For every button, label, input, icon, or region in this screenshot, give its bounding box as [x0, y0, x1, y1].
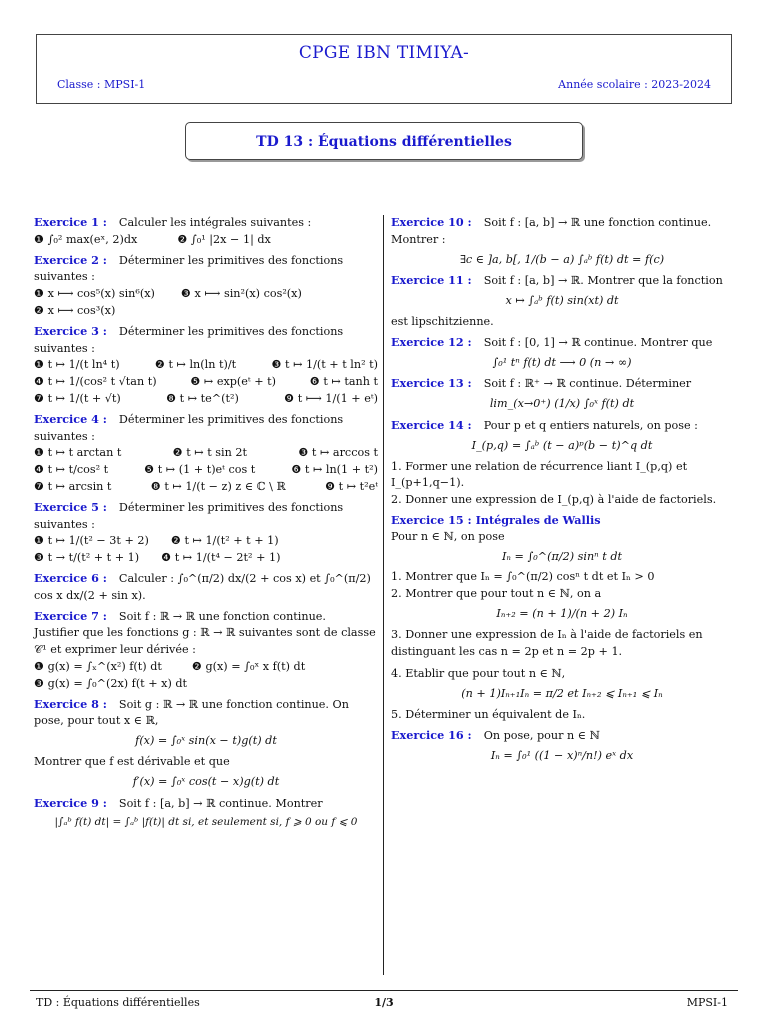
list-item: 2. Montrer que pour tout n ∈ ℕ, on a — [391, 587, 602, 601]
list-item: ❷ ∫₀¹ |2x − 1| dx — [177, 232, 271, 246]
school-name: CPGE IBN TIMIYA- — [298, 43, 470, 63]
list-item: ❸ g(x) = ∫₀^(2x) f(t + x) dt — [34, 676, 188, 690]
list-item: ❷ t ↦ t sin 2t — [172, 446, 247, 460]
exercise-2 — [34, 252, 378, 320]
list-item: ❷ g(x) = ∫₀ˣ x f(t) dt — [191, 659, 306, 673]
exercise-3 — [34, 323, 378, 408]
list-item: ❽ t ↦ 1/(t − z) z ∈ ℂ \ ℝ — [150, 479, 286, 493]
list-item: 4. Etablir que pour tout n ∈ ℕ, — [391, 667, 566, 681]
exercise-text: Calculer les intégrales suivantes : — [118, 216, 312, 229]
exercise-14 — [391, 417, 733, 509]
list-item: ❶ g(x) = ∫ₓ^(x²) f(t) dt — [34, 659, 162, 673]
exercise-text: Soit f : ℝ → ℝ une fonction continue. — [118, 609, 326, 623]
exercise-8 — [34, 696, 378, 791]
exercise-10 — [391, 214, 733, 268]
list-item: ❼ t ↦ arcsin t — [34, 479, 112, 493]
exercise-label: Exercice 15 : Intégrales de Wallis — [391, 512, 601, 527]
exercise-4 — [34, 411, 378, 496]
exercise-label: Exercice 10 : — [391, 215, 472, 229]
list-item: ❶ t ↦ t arctan t — [34, 446, 122, 460]
exercise-text: Soit g : ℝ → ℝ une fonction continue. On pose, pour tout x ∈ ℝ, — [34, 697, 349, 728]
exercise-label: Exercice 5 : — [34, 499, 107, 514]
exercise-6 — [34, 570, 378, 605]
list-item: ❹ t ↦ 1/(t⁴ − 2t² + 1) — [161, 551, 281, 565]
document-title: TD 13 : Équations différentielles — [185, 122, 583, 160]
exercise-text: Soit f : ℝ⁺ → ℝ continue. Déterminer — [483, 377, 692, 391]
exercise-7 — [34, 608, 378, 693]
equation: x ↦ ∫ₐᵇ f(t) sin(xt) dt — [505, 294, 619, 308]
footer-class: MPSI-1 — [686, 996, 728, 1009]
class-label: Classe : MPSI-1 — [57, 78, 146, 91]
exercise-label: Exercice 9 : — [34, 795, 107, 810]
right-column — [391, 214, 733, 768]
exercise-text: Soit f : [a, b] → ℝ une fonction continue. Montrer : — [391, 216, 712, 246]
exercise-text: Soit f : [a, b] → ℝ. Montrer que la fonction — [483, 274, 723, 288]
exercise-label: Exercice 11 : — [391, 273, 472, 288]
exercise-label: Exercice 8 : — [34, 696, 107, 711]
exercise-label: Exercice 3 : — [34, 323, 107, 338]
exercise-text: Calculer : ∫₀^(π/2) dx/(2 + cos x) et ∫₀^(π/2) cos x dx/(2 + sin x). — [34, 571, 371, 602]
list-item: ❾ t ↦ t²eᵗ — [325, 479, 378, 493]
list-item: ❸ t ↦ arccos t — [298, 446, 378, 460]
exercise-text: Pour p et q entiers naturels, on pose : — [483, 418, 698, 432]
equation: lim_(x→0⁺) (1/x) ∫₀ˣ f(t) dt — [489, 397, 635, 411]
list-item: ❷ t ↦ ln(ln t)/t — [154, 358, 237, 372]
equation: ∫₀¹ tⁿ f(t) dt ⟶ 0 (n → ∞) — [492, 355, 632, 369]
list-item: ❹ t ↦ t/cos² t — [34, 463, 109, 477]
list-item: ❾ t ⟼ 1/(1 + eᵗ) — [284, 391, 378, 405]
exercise-16 — [391, 727, 733, 765]
exercise-label: Exercice 7 : — [34, 608, 107, 623]
equation: |∫ₐᵇ f(t) dt| = ∫ₐᵇ |f(t)| dt si, et seulement si, f ⩾ 0 ou f ⩽ 0 — [54, 816, 358, 829]
header-box — [36, 34, 732, 104]
equation: Iₙ = ∫₀^(π/2) sinⁿ t dt — [502, 549, 622, 563]
exercise-13 — [391, 375, 733, 413]
exercise-label: Exercice 1 : — [34, 215, 107, 229]
list-item: ❸ x ⟼ sin²(x) cos²(x) — [180, 287, 302, 301]
exercise-text: Déterminer les primitives des fonctions suivantes : — [34, 412, 344, 443]
list-item: ❹ t ↦ 1/(cos² t √tan t) — [34, 375, 157, 389]
equation: Iₙ₊₂ = (n + 1)/(n + 2) Iₙ — [496, 606, 628, 620]
exercise-label: Exercice 14 : — [391, 417, 472, 432]
list-item: ❸ t ↦ 1/(t + t ln² t) — [271, 358, 378, 372]
list-item: ❶ ∫₀² max(eˣ, 2)dx — [34, 232, 138, 246]
footer-divider — [30, 990, 738, 991]
exercise-label: Exercice 16 : — [391, 727, 472, 742]
exercise-label: Exercice 13 : — [391, 376, 472, 391]
exercise-5 — [34, 499, 378, 567]
list-item: ❺ t ↦ (1 + t)eᵗ cos t — [144, 463, 256, 477]
exercise-text: On pose, pour n ∈ ℕ — [483, 728, 600, 742]
school-year: Année scolaire : 2023-2024 — [558, 78, 711, 91]
exercise-label: Exercice 4 : — [34, 411, 107, 426]
equation: f′(x) = ∫₀ˣ cos(t − x)g(t) dt — [132, 774, 280, 788]
exercise-text: Soit f : [a, b] → ℝ continue. Montrer — [118, 796, 323, 810]
equation: ∃c ∈ ]a, b[, 1/(b − a) ∫ₐᵇ f(t) dt = f(c) — [459, 252, 665, 266]
list-item: ❻ t ↦ tanh t — [309, 375, 378, 389]
equation: (n + 1)Iₙ₊₁Iₙ = π/2 et Iₙ₊₂ ⩽ Iₙ₊₁ ⩽ Iₙ — [461, 687, 663, 701]
list-item: 1. Montrer que Iₙ = ∫₀^(π/2) cosⁿ t dt et Iₙ > 0 — [391, 570, 655, 584]
exercise-label: Exercice 6 : — [34, 570, 107, 585]
list-item: ❼ t ↦ 1/(t + √t) — [34, 391, 121, 405]
list-item: ❷ x ⟼ cos³(x) — [34, 303, 116, 317]
exercise-text: Déterminer les primitives des fonctions suivantes : — [34, 500, 344, 531]
footer-title: TD : Équations différentielles — [36, 996, 200, 1009]
left-column — [34, 214, 378, 835]
list-item: ❶ x ⟼ cos⁵(x) sin⁶(x) — [34, 287, 155, 301]
equation: I_(p,q) = ∫ₐᵇ (t − a)ᵖ(b − t)^q dt — [471, 438, 653, 452]
list-item: 3. Donner une expression de Iₙ à l'aide de factoriels en distinguant les cas n = 2p et n = 2p + 1. — [391, 627, 703, 658]
list-item: ❻ t ↦ ln(1 + t²) — [291, 463, 378, 477]
list-item: ❶ t ↦ 1/(t² − 3t + 2) — [34, 534, 149, 548]
exercise-text: Justifier que les fonctions g : ℝ → ℝ suivantes sont de classe 𝒞¹ et exprimer leur dérivée : — [34, 626, 376, 657]
list-item: 5. Déterminer un équivalent de Iₙ. — [391, 707, 586, 721]
exercise-12 — [391, 334, 733, 372]
exercise-label: Exercice 12 : — [391, 334, 472, 349]
exercise-text: Pour n ∈ ℕ, on pose — [391, 529, 505, 543]
exercise-text: Déterminer les primitives des fonctions suivantes : — [34, 324, 344, 355]
list-item: ❽ t ↦ te^(t²) — [166, 391, 239, 405]
list-item: ❸ t → t/(t² + t + 1) — [34, 551, 140, 565]
list-item: ❺ ↦ exp(eᵗ + t) — [190, 375, 277, 389]
list-item: ❷ t ↦ 1/(t² + t + 1) — [170, 534, 279, 548]
page-number: 1/3 — [374, 996, 394, 1009]
exercise-15 — [391, 512, 733, 724]
equation: Iₙ = ∫₀¹ ((1 − x)ⁿ/n!) eˣ dx — [490, 748, 634, 762]
exercise-text: Montrer que f est dérivable et que — [34, 754, 230, 768]
exercise-11 — [391, 272, 733, 330]
exercise-label: Exercice 2 : — [34, 252, 107, 267]
list-item: 2. Donner une expression de I_(p,q) à l'aide de factoriels. — [391, 493, 717, 507]
exercise-text: Déterminer les primitives des fonctions suivantes : — [34, 253, 344, 284]
exercise-9 — [34, 795, 378, 832]
list-item: 1. Former une relation de récurrence liant I_(p,q) et I_(p+1,q−1). — [391, 459, 688, 490]
exercise-text: est lipschitzienne. — [391, 314, 494, 328]
equation: f(x) = ∫₀ˣ sin(x − t)g(t) dt — [135, 734, 277, 748]
exercise-1 — [34, 214, 378, 249]
exercise-text: Soit f : [0, 1] → ℝ continue. Montrer que — [483, 335, 713, 349]
column-divider — [383, 215, 384, 975]
list-item: ❶ t ↦ 1/(t ln⁴ t) — [34, 358, 120, 372]
